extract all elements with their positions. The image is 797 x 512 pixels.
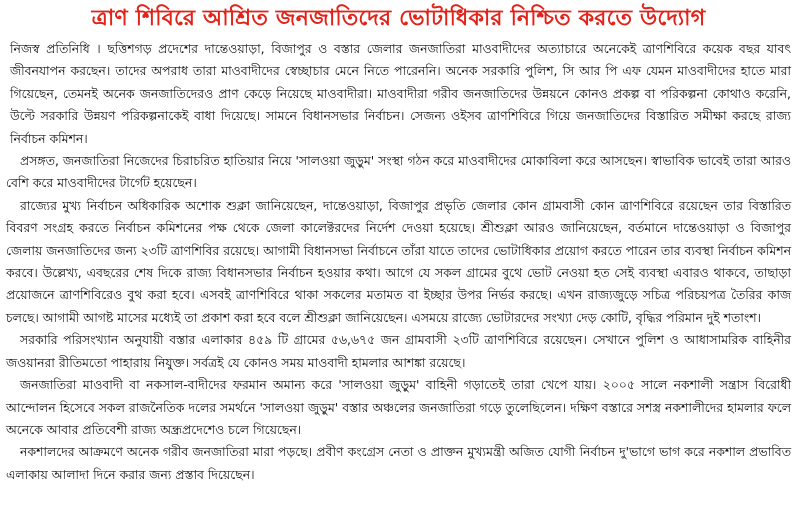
article-paragraph: প্রসঙ্গত, জনজাতিরা নিজেদের চিরাচরিত হাতিয়ার নিয়ে 'সালওয়া জুড়ুম' সংস্থা গঠন করে মাওবাদীদের মোকাবিলা করে আসছেন। স্বাভাবিক ভাবেই তারা আরও বেশি করে মাওবাদীদের টার্গেট হয়েছেন।: [6, 153, 791, 191]
article-body: [6, 38, 791, 486]
article-paragraph: রাজ্যের মুখ্য নির্বাচন অধিকারিক অশোক শুক্লা জানিয়েছেন, দান্তেওয়াড়া, বিজাপুর প্রভৃতি জেলার কোন গ্রামবাসী কোন ত্রাণশিবিরে রয়েছেন তার বিস্তারিত বিবরণ সংগ্রহ করতে নির্বাচন কমিশনের পক্ষ থেকে জেলা কালেক্টরদের নির্দেশ দেওয়া হয়েছে। শ্রীশুক্লা আরও জানিয়েছেন, বর্তমানে দান্তেওয়াড়া ও বিজাপুর জেলায় জনজাতিদের জন্য ২৩টি ত্রাণশিবির রয়েছে। আগামী বিধানসভা নির্বাচনে তাঁরা যাতে তাদের ভোটাধিকার প্রয়োগ করতে পারেন তার ব্যবস্থা নির্বাচন কমিশন করবে। উল্লেখ্য, এবছরের শেষ দিকে রাজ্য বিধানসভার নির্বাচন হওয়ার কথা। আগে যে সকল গ্রামের বুথে ভোট নেওয়া হত সেই ব্যবস্থা এবারও থাকবে, তাছাড়া প্রয়োজনে ত্রাণশিবিরেও বুথ করা হবে। এসবই ত্রাণশিবিরে থাকা সকলের মতামত বা ইচ্ছার উপর নির্ভর করছে। এখন রাজ্যজুড়ে সচিত্র পরিচয়পত্র তৈরির কাজ চলছে। আগামী আগষ্ট মাসের মধ্যেই তা প্রকাশ করা হবে বলে শ্রীশুক্লা জানিয়েছেন। এসময়ে রাজ্যে ভোটারদের সংখ্যা দেড় কোটি, বৃদ্ধির পরিমান দুই শতাংশ।: [6, 197, 791, 325]
article-headline: ত্রাণ শিবিরে আশ্রিত জনজাতিদের ভোটাধিকার নিশ্চিত করতে উদ্যোগ: [91, 6, 706, 31]
article-paragraph: নিজস্ব প্রতিনিধি । ছত্তিশগড় প্রদেশের দান্তেওয়াড়া, বিজাপুর ও বস্তার জেলার জনজাতিরা মাওবাদীদের অত্যাচারে অনেকেই ত্রাণশিবিরে কয়েক বছর যাবৎ জীবনযাপন করছেন। তাদের অপরাধ তারা মাওবাদীদের স্বেচ্ছাচার মেনে নিতে পারেননি। অনেক সরকারি পুলিশ, সি আর পি এফ যেমন মাওবাদীদের হাতে মারা গিয়েছেন, তেমনই অনেক জনজাতিদেরও প্রাণ কেড়ে নিয়েছে মাওবাদীরা। মাওবাদীরা গরীব জনজাতিদের উন্নয়নে কোনও প্রকল্প বা পরিকল্পনা কোথাও করেনি, উল্টে সরকারি উন্নয়ণ পরিকল্পনাকেই বাধা দিয়েছে। সামনে বিধানসভার নির্বাচন। সেজন্য ওইসব ত্রাণশিবিরে গিয়ে জনজাতিদের বিস্তারিত সমীক্ষা করছে রাজ্য নির্বাচন কমিশন।: [10, 41, 791, 146]
article-paragraph: জনজাতিরা মাওবাদী বা নকসাল-বাদীদের ফরমান অমান্য করে 'সালওয়া জুড়ুম' বাহিনী গড়াতেই তারা খেপে যায়। ২০০৫ সালে নকশালী সন্ত্রাস বিরোধী আন্দোলন হিসেবে সকল রাজনৈতিক দলের সমর্থনে 'সালওয়া জুড়ুম' বস্তার অঞ্চলের জনজাতিরা গড়ে তুলেছিলেন। দক্ষিণ বস্তারে সশস্ত্র নকশালীদের হামলার ফলে অনেকে আবার প্রতিবেশী রাজ্য অন্ধ্রপ্রদেশেও চলে গিয়েছেন।: [6, 377, 791, 437]
article-paragraph: নকশালদের আক্রমণে অনেক গরীব জনজাতিরা মারা পড়ছে। প্রবীণ কংগ্রেস নেতা ও প্রাক্তন মুখ্যমন্ত্রী অজিত যোগী নির্বাচন দু'ভাগে ভাগ করে নকশাল প্রভাবিত এলাকায় আলাদা দিনে করার জন্য প্রস্তাব দিয়েছেন।: [6, 444, 791, 482]
article-paragraph: সরকারি পরিসংখ্যান অনুযায়ী বস্তার এলাকার ৪৫৯ টি গ্রামের ৫৬,৬৭৫ জন গ্রামবাসী ২৩টি ত্রাণশিবিরে রয়েছেন। সেখানে পুলিশ ও আধাসামরিক বাহিনীর জওয়ানরা রীতিমতো পাহারায় নিযুক্ত। সর্বত্রই যে কোনও সময় মাওবাদী হামলার আশঙ্কা রয়েছে।: [6, 332, 791, 370]
